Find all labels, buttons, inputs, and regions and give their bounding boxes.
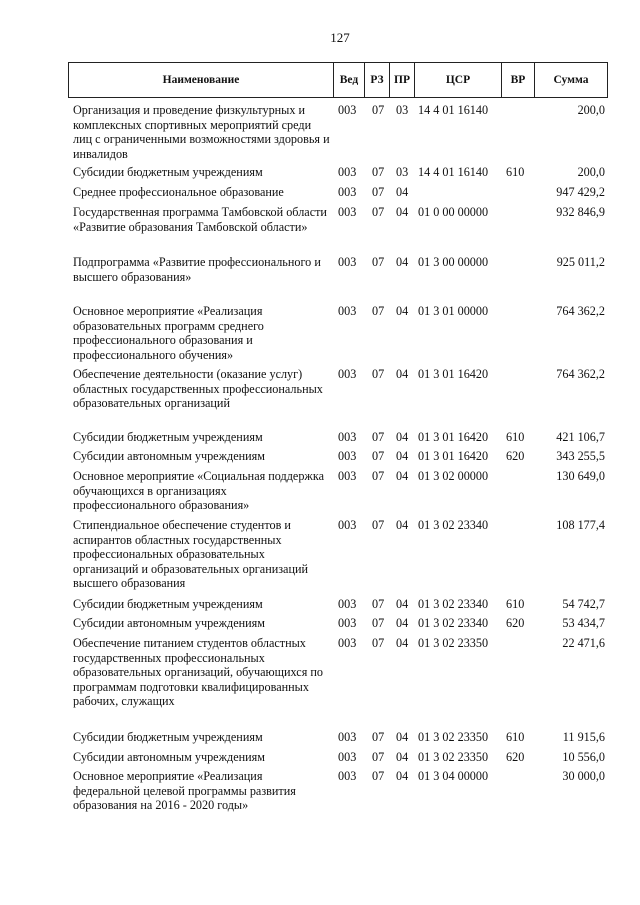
cell-name: Субсидии бюджетным учреждениям xyxy=(73,730,263,744)
header-name: Наименование xyxy=(69,63,334,98)
cell-csr: 14 4 01 16140 xyxy=(418,103,489,117)
cell-rz: 07 xyxy=(372,165,385,179)
header-sum: Сумма xyxy=(535,63,608,98)
cell-rz: 07 xyxy=(372,367,385,381)
cell-sum: 200,0 xyxy=(577,165,605,179)
cell-rz: 07 xyxy=(372,255,385,269)
header-ved: Вед xyxy=(334,63,365,98)
cell-sum: 54 742,7 xyxy=(562,597,605,611)
header-rz: РЗ xyxy=(365,63,390,98)
cell-ved: 003 xyxy=(338,185,357,199)
cell-name: Субсидии автономным учреждениям xyxy=(73,750,265,764)
cell-ved: 003 xyxy=(338,469,357,483)
cell-pr: 04 xyxy=(396,367,409,381)
cell-vr: 610 xyxy=(506,730,525,744)
cell-csr: 01 3 01 00000 xyxy=(418,304,489,318)
cell-sum: 108 177,4 xyxy=(556,518,605,532)
cell-csr: 01 3 02 23340 xyxy=(418,518,489,532)
cell-name: Среднее профессиональное образование xyxy=(73,185,284,199)
cell-rz: 07 xyxy=(372,636,385,650)
cell-name: Основное мероприятие «Реализация образовательных программ среднего профессионального образования и профессионального обучения» xyxy=(73,304,264,362)
cell-ved: 003 xyxy=(338,255,357,269)
cell-name: Субсидии бюджетным учреждениям xyxy=(73,165,263,179)
cell-ved: 003 xyxy=(338,597,357,611)
cell-csr: 01 0 00 00000 xyxy=(418,205,489,219)
cell-csr: 01 3 02 23340 xyxy=(418,597,489,611)
cell-ved: 003 xyxy=(338,165,357,179)
cell-name: Основное мероприятие «Социальная поддержка обучающихся в организациях профессионального образования» xyxy=(73,469,324,513)
cell-vr: 620 xyxy=(506,750,525,764)
cell-csr: 01 3 02 23350 xyxy=(418,636,489,650)
cell-vr: 620 xyxy=(506,449,525,463)
cell-pr: 04 xyxy=(396,304,409,318)
cell-csr: 01 3 01 16420 xyxy=(418,430,489,444)
cell-sum: 30 000,0 xyxy=(562,769,605,783)
cell-csr: 01 3 02 00000 xyxy=(418,469,489,483)
cell-pr: 04 xyxy=(396,469,409,483)
cell-name: Обеспечение питанием студентов областных государственных профессиональных образовательных организаций, обучающихся по программам подготовки квалифицированных рабочих, служащих xyxy=(73,636,323,709)
cell-csr: 01 3 02 23350 xyxy=(418,750,489,764)
cell-name: Подпрограмма «Развитие профессионального и высшего образования» xyxy=(73,255,321,284)
cell-sum: 343 255,5 xyxy=(556,449,605,463)
cell-sum: 932 846,9 xyxy=(556,205,605,219)
cell-ved: 003 xyxy=(338,367,357,381)
cell-name: Субсидии бюджетным учреждениям xyxy=(73,597,263,611)
cell-ved: 003 xyxy=(338,205,357,219)
cell-csr: 01 3 04 00000 xyxy=(418,769,489,783)
cell-sum: 925 011,2 xyxy=(556,255,605,269)
cell-pr: 03 xyxy=(396,103,409,117)
cell-csr: 14 4 01 16140 xyxy=(418,165,489,179)
cell-rz: 07 xyxy=(372,597,385,611)
cell-ved: 003 xyxy=(338,730,357,744)
cell-sum: 22 471,6 xyxy=(562,636,605,650)
cell-name: Субсидии автономным учреждениям xyxy=(73,449,265,463)
cell-rz: 07 xyxy=(372,103,385,117)
cell-rz: 07 xyxy=(372,304,385,318)
cell-ved: 003 xyxy=(338,769,357,783)
cell-rz: 07 xyxy=(372,616,385,630)
cell-rz: 07 xyxy=(372,185,385,199)
cell-vr: 610 xyxy=(506,430,525,444)
cell-pr: 03 xyxy=(396,165,409,179)
cell-csr: 01 3 01 16420 xyxy=(418,449,489,463)
cell-pr: 04 xyxy=(396,430,409,444)
cell-rz: 07 xyxy=(372,769,385,783)
cell-pr: 04 xyxy=(396,750,409,764)
cell-name: Обеспечение деятельности (оказание услуг) областных государственных профессиональных образовательных организаций xyxy=(73,367,323,411)
cell-vr: 610 xyxy=(506,597,525,611)
cell-rz: 07 xyxy=(372,518,385,532)
cell-pr: 04 xyxy=(396,185,409,199)
cell-ved: 003 xyxy=(338,430,357,444)
cell-name: Государственная программа Тамбовской области «Развитие образования Тамбовской области» xyxy=(73,205,327,234)
cell-rz: 07 xyxy=(372,750,385,764)
cell-ved: 003 xyxy=(338,518,357,532)
cell-pr: 04 xyxy=(396,518,409,532)
cell-pr: 04 xyxy=(396,597,409,611)
cell-sum: 53 434,7 xyxy=(562,616,605,630)
cell-sum: 947 429,2 xyxy=(556,185,605,199)
cell-sum: 421 106,7 xyxy=(556,430,605,444)
cell-csr: 01 3 01 16420 xyxy=(418,367,489,381)
cell-sum: 10 556,0 xyxy=(562,750,605,764)
cell-vr: 610 xyxy=(506,165,525,179)
cell-rz: 07 xyxy=(372,469,385,483)
cell-ved: 003 xyxy=(338,304,357,318)
cell-ved: 003 xyxy=(338,449,357,463)
cell-pr: 04 xyxy=(396,255,409,269)
table-header xyxy=(68,62,608,98)
cell-pr: 04 xyxy=(396,769,409,783)
cell-csr: 01 3 02 23340 xyxy=(418,616,489,630)
cell-ved: 003 xyxy=(338,616,357,630)
cell-name: Субсидии бюджетным учреждениям xyxy=(73,430,263,444)
cell-rz: 07 xyxy=(372,430,385,444)
cell-csr: 01 3 00 00000 xyxy=(418,255,489,269)
cell-pr: 04 xyxy=(396,205,409,219)
cell-ved: 003 xyxy=(338,636,357,650)
cell-sum: 11 915,6 xyxy=(562,730,605,744)
cell-pr: 04 xyxy=(396,636,409,650)
cell-sum: 764 362,2 xyxy=(556,304,605,318)
cell-name: Основное мероприятие «Реализация федеральной целевой программы развития образования на 2016 - 2020 годы» xyxy=(73,769,296,813)
cell-pr: 04 xyxy=(396,616,409,630)
cell-rz: 07 xyxy=(372,730,385,744)
header-pr: ПР xyxy=(390,63,415,98)
header-csr: ЦСР xyxy=(415,63,502,98)
cell-pr: 04 xyxy=(396,730,409,744)
page-number: 127 xyxy=(330,30,350,45)
cell-pr: 04 xyxy=(396,449,409,463)
cell-vr: 620 xyxy=(506,616,525,630)
cell-sum: 130 649,0 xyxy=(556,469,605,483)
header-vr: ВР xyxy=(502,63,535,98)
cell-name: Субсидии автономным учреждениям xyxy=(73,616,265,630)
cell-ved: 003 xyxy=(338,750,357,764)
cell-rz: 07 xyxy=(372,205,385,219)
cell-rz: 07 xyxy=(372,449,385,463)
cell-csr: 01 3 02 23350 xyxy=(418,730,489,744)
cell-sum: 200,0 xyxy=(577,103,605,117)
cell-name: Стипендиальное обеспечение студентов и аспирантов областных государственных профессиональных образовательных организаций и образовательных организаций высшего образования xyxy=(73,518,309,591)
cell-sum: 764 362,2 xyxy=(556,367,605,381)
cell-name: Организация и проведение физкультурных и комплексных спортивных мероприятий среди лиц с ограниченными возможностями здоровья и инвалидов xyxy=(73,103,330,161)
cell-ved: 003 xyxy=(338,103,357,117)
